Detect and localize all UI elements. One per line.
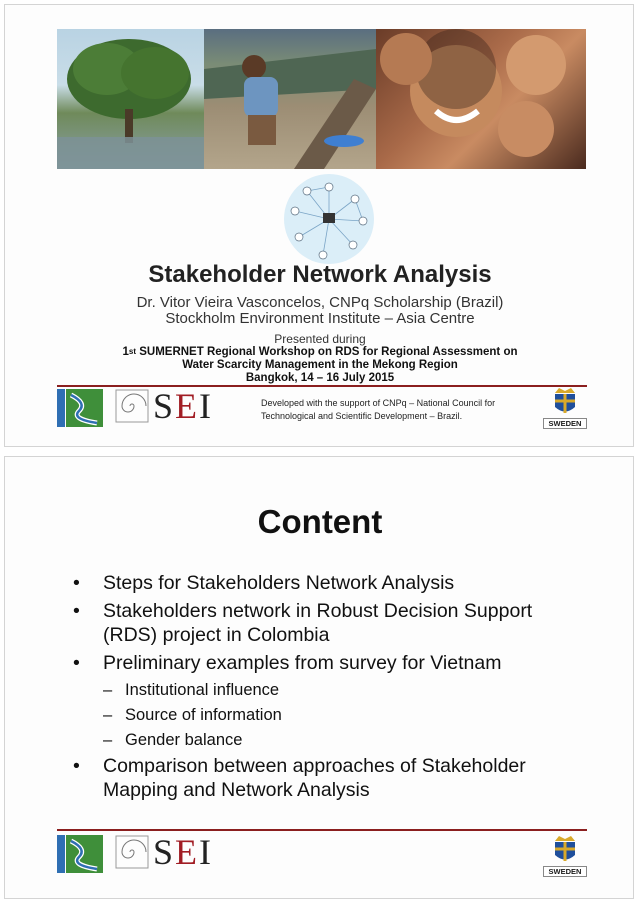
title-slide: [4, 4, 634, 447]
workshop-line-2: Water Scarcity Management in the Mekong Region: [182, 359, 458, 371]
sweden-label: SWEDEN: [543, 418, 587, 429]
presented-during-line: Presented during: [274, 332, 366, 346]
content-subitem: – Gender balance: [71, 729, 571, 751]
workshop-dates: Bangkok, 14 – 16 July 2015: [245, 372, 395, 384]
tree-flood-photo: [57, 29, 205, 169]
sei-spiral-icon: [115, 389, 149, 423]
content-item: • Comparison between approaches of Stakeholder Mapping and Network Analysis: [71, 754, 571, 802]
tree-illustration: [57, 29, 205, 169]
workshop-line-1: [5, 346, 634, 359]
sei-wordmark: SEI: [153, 386, 214, 426]
affiliation-line: Stockholm Environment Institute – Asia Centre: [165, 310, 475, 327]
swedish-crest-icon: [543, 385, 587, 417]
slide-title: Stakeholder Network Analysis: [148, 261, 492, 288]
content-subitem: – Institutional influence: [71, 679, 571, 701]
sumernet-logo: [57, 389, 103, 427]
sumernet-logo: [57, 835, 103, 873]
sweden-label: SWEDEN: [543, 866, 587, 877]
sei-spiral-icon: [115, 835, 149, 869]
children-illustration: [376, 29, 586, 169]
content-subitem: – Source of information: [71, 704, 571, 726]
content-list: [71, 571, 571, 806]
author-line: Dr. Vitor Vieira Vasconcelos, CNPq Scholarship (Brazil): [136, 294, 504, 311]
sweden-logo: [543, 833, 587, 877]
swedish-crest-icon: [543, 833, 587, 865]
worker-illustration: [204, 29, 376, 169]
sei-logo: [115, 832, 214, 872]
content-item: • Stakeholders network in Robust Decision Support (RDS) project in Colombia: [71, 599, 571, 647]
sweden-logo: [543, 385, 587, 429]
content-slide: [4, 456, 634, 899]
worker-boat-photo: [204, 29, 376, 169]
children-photo: [376, 29, 586, 169]
sei-logo: [115, 386, 214, 426]
stakeholder-network-diagram: [283, 173, 375, 265]
support-note: Developed with the support of CNPq – National Council for Technological and Scientific Development – Brazil.: [261, 398, 496, 421]
divider-rule: [57, 385, 587, 387]
workshop-line-1-text: SUMERNET Regional Workshop on RDS for Regional Assessment on: [136, 346, 518, 358]
workshop-ordinal-number: 1: [122, 346, 129, 358]
workshop-ordinal-suffix: st: [128, 347, 137, 356]
sei-wordmark: SEI: [153, 832, 214, 872]
content-item: • Preliminary examples from survey for Vietnam: [71, 651, 571, 675]
content-item: • Steps for Stakeholders Network Analysis: [71, 571, 571, 595]
content-title: Content: [257, 503, 383, 540]
divider-rule: [57, 829, 587, 831]
